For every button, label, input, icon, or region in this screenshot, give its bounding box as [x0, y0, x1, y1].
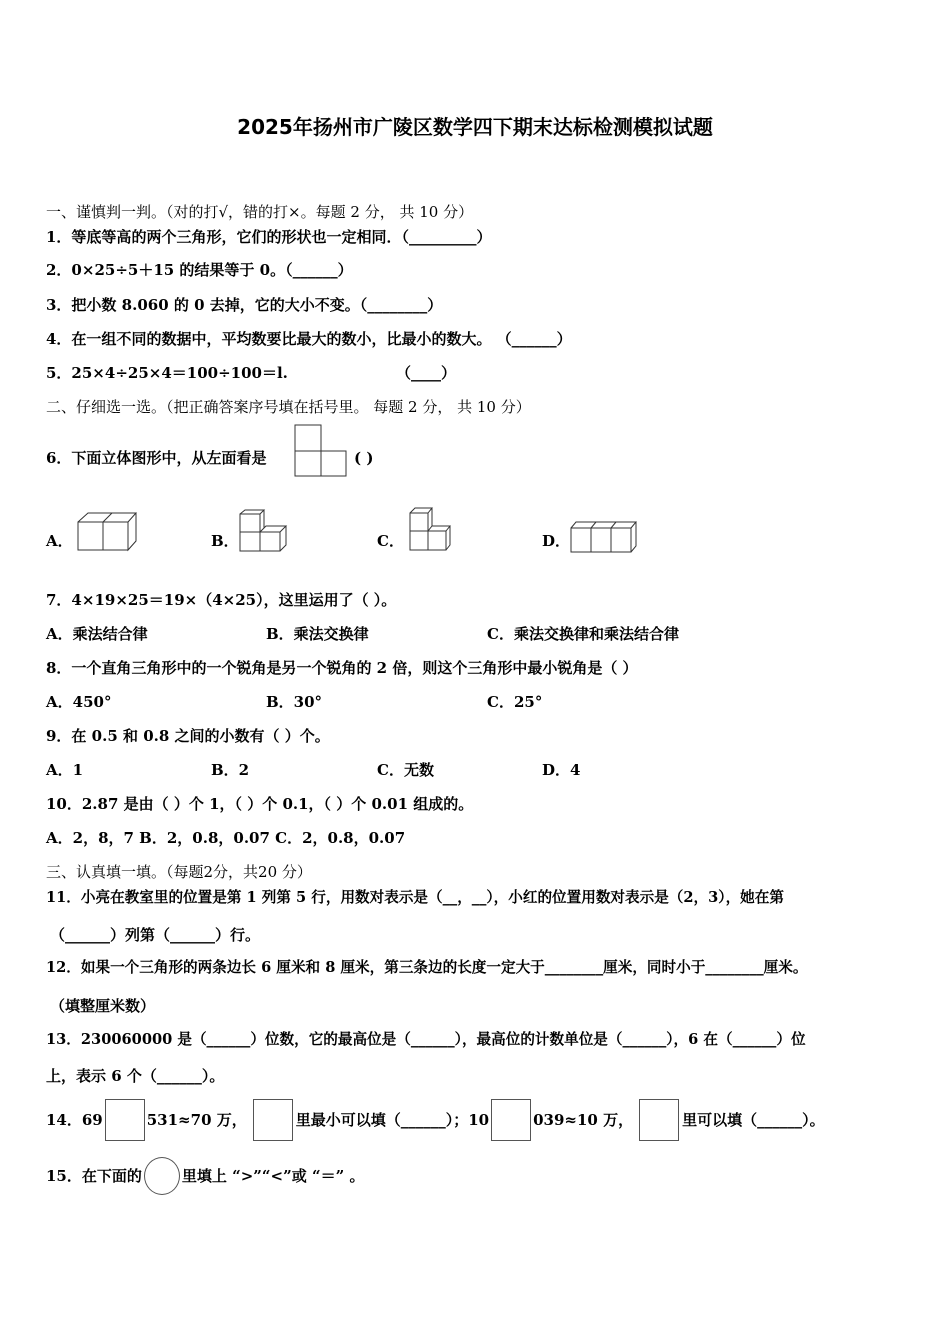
question-11-cont: （______）列第（______）行。	[50, 926, 261, 944]
question-12: 12．如果一个三角形的两条边长 6 厘米和 8 厘米，第三条边的长度一定大于________厘米，同时小于________厘米。	[46, 959, 808, 976]
q7-option-a: A．乘法结合律	[46, 625, 148, 643]
question-14-part1: 14．69	[46, 1111, 103, 1129]
question-1: 1．等底等高的两个三角形，它们的形状也一定相同．（_________）	[46, 228, 492, 246]
question-14-part4: 039≈10 万，	[533, 1111, 634, 1129]
section-3-heading: 三、认真填一填。（每题2分，共20 分）	[46, 863, 312, 881]
answer-box[interactable]	[105, 1099, 145, 1141]
section-1-heading: 一、谨慎判一判。（对的打√，错的打×。每题 2 分， 共 10 分）	[46, 203, 474, 221]
q7-option-c: C．乘法交换律和乘法结合律	[487, 625, 679, 643]
question-3: 3．把小数 8.060 的 0 去掉，它的大小不变。（________）	[46, 296, 443, 314]
cube-figure-d[interactable]	[568, 516, 638, 556]
q8-option-a: A．450°	[46, 693, 112, 711]
answer-box[interactable]	[253, 1099, 293, 1141]
question-9: 9．在 0.5 和 0.8 之间的小数有（ ）个。	[46, 727, 330, 745]
q7-option-b: B．乘法交换律	[266, 625, 369, 643]
question-14-part3: 里最小可以填（______）；10	[295, 1111, 490, 1129]
left-view-figure	[294, 424, 348, 478]
cube-figure-b[interactable]	[236, 508, 292, 554]
question-14-part5: 里可以填（______）。	[682, 1111, 825, 1129]
question-5-blank: （____）	[396, 364, 457, 382]
option-c-label: C．	[377, 532, 404, 550]
q9-option-a: A．1	[46, 761, 84, 779]
option-a-label: A．	[46, 532, 73, 550]
question-15-part1: 15．在下面的	[46, 1167, 142, 1185]
page-title: 2025年扬州市广陵区数学四下期末达标检测模拟试题	[237, 115, 713, 139]
answer-box[interactable]	[491, 1099, 531, 1141]
question-6: 6．下面立体图形中，从左面看是	[46, 449, 267, 467]
question-13-cont: 上，表示 6 个（______）。	[46, 1067, 225, 1085]
q10-options: A．2，8，7 B．2，0.8，0.07 C．2，0.8，0.07	[46, 829, 406, 847]
question-12-cont: （填整厘米数）	[50, 997, 156, 1015]
question-10: 10．2.87 是由（ ）个 1，（ ）个 0.1，（ ）个 0.01 组成的。	[46, 795, 474, 813]
answer-box[interactable]	[639, 1099, 679, 1141]
question-11: 11．小亮在教室里的位置是第 1 列第 5 行，用数对表示是（__，__），小红的位置用数对表示是（2，3），她在第	[46, 889, 784, 906]
q9-option-d: D．4	[542, 761, 581, 779]
question-8: 8．一个直角三角形中的一个锐角是另一个锐角的 2 倍，则这个三角形中最小锐角是（ ）	[46, 659, 638, 677]
question-4: 4．在一组不同的数据中，平均数要比最大的数小，比最小的数大。 （______）	[46, 330, 572, 348]
question-14-part2: 531≈70 万，	[146, 1111, 247, 1129]
answer-circle[interactable]	[144, 1157, 180, 1195]
cube-figure-c[interactable]	[402, 502, 456, 554]
question-5: 5．25×4÷25×4＝100÷100＝l.	[46, 364, 288, 382]
section-2-heading: 二、仔细选一选。（把正确答案序号填在括号里。 每题 2 分， 共 10 分）	[46, 398, 531, 416]
question-7: 7．4×19×25＝19×（4×25），这里运用了（ ）。	[46, 591, 397, 609]
question-14	[46, 1099, 825, 1141]
question-6-paren: ( )	[354, 449, 374, 467]
q9-option-b: B．2	[211, 761, 250, 779]
question-13: 13．230060000 是（______）位数，它的最高位是（______），最高位的计数单位是（______），6 在（______）位	[46, 1031, 806, 1048]
q9-option-c: C．无数	[377, 761, 434, 779]
q8-option-b: B．30°	[266, 693, 323, 711]
question-15-part2: 里填上 “>”“<”或 “＝” 。	[181, 1167, 365, 1185]
cube-figure-a[interactable]	[74, 508, 140, 554]
question-2: 2．0×25÷5＋15 的结果等于 0。（______）	[46, 261, 353, 279]
question-15	[46, 1157, 364, 1195]
option-b-label: B．	[211, 532, 239, 550]
q8-option-c: C．25°	[487, 693, 543, 711]
option-d-label: D．	[542, 532, 571, 550]
